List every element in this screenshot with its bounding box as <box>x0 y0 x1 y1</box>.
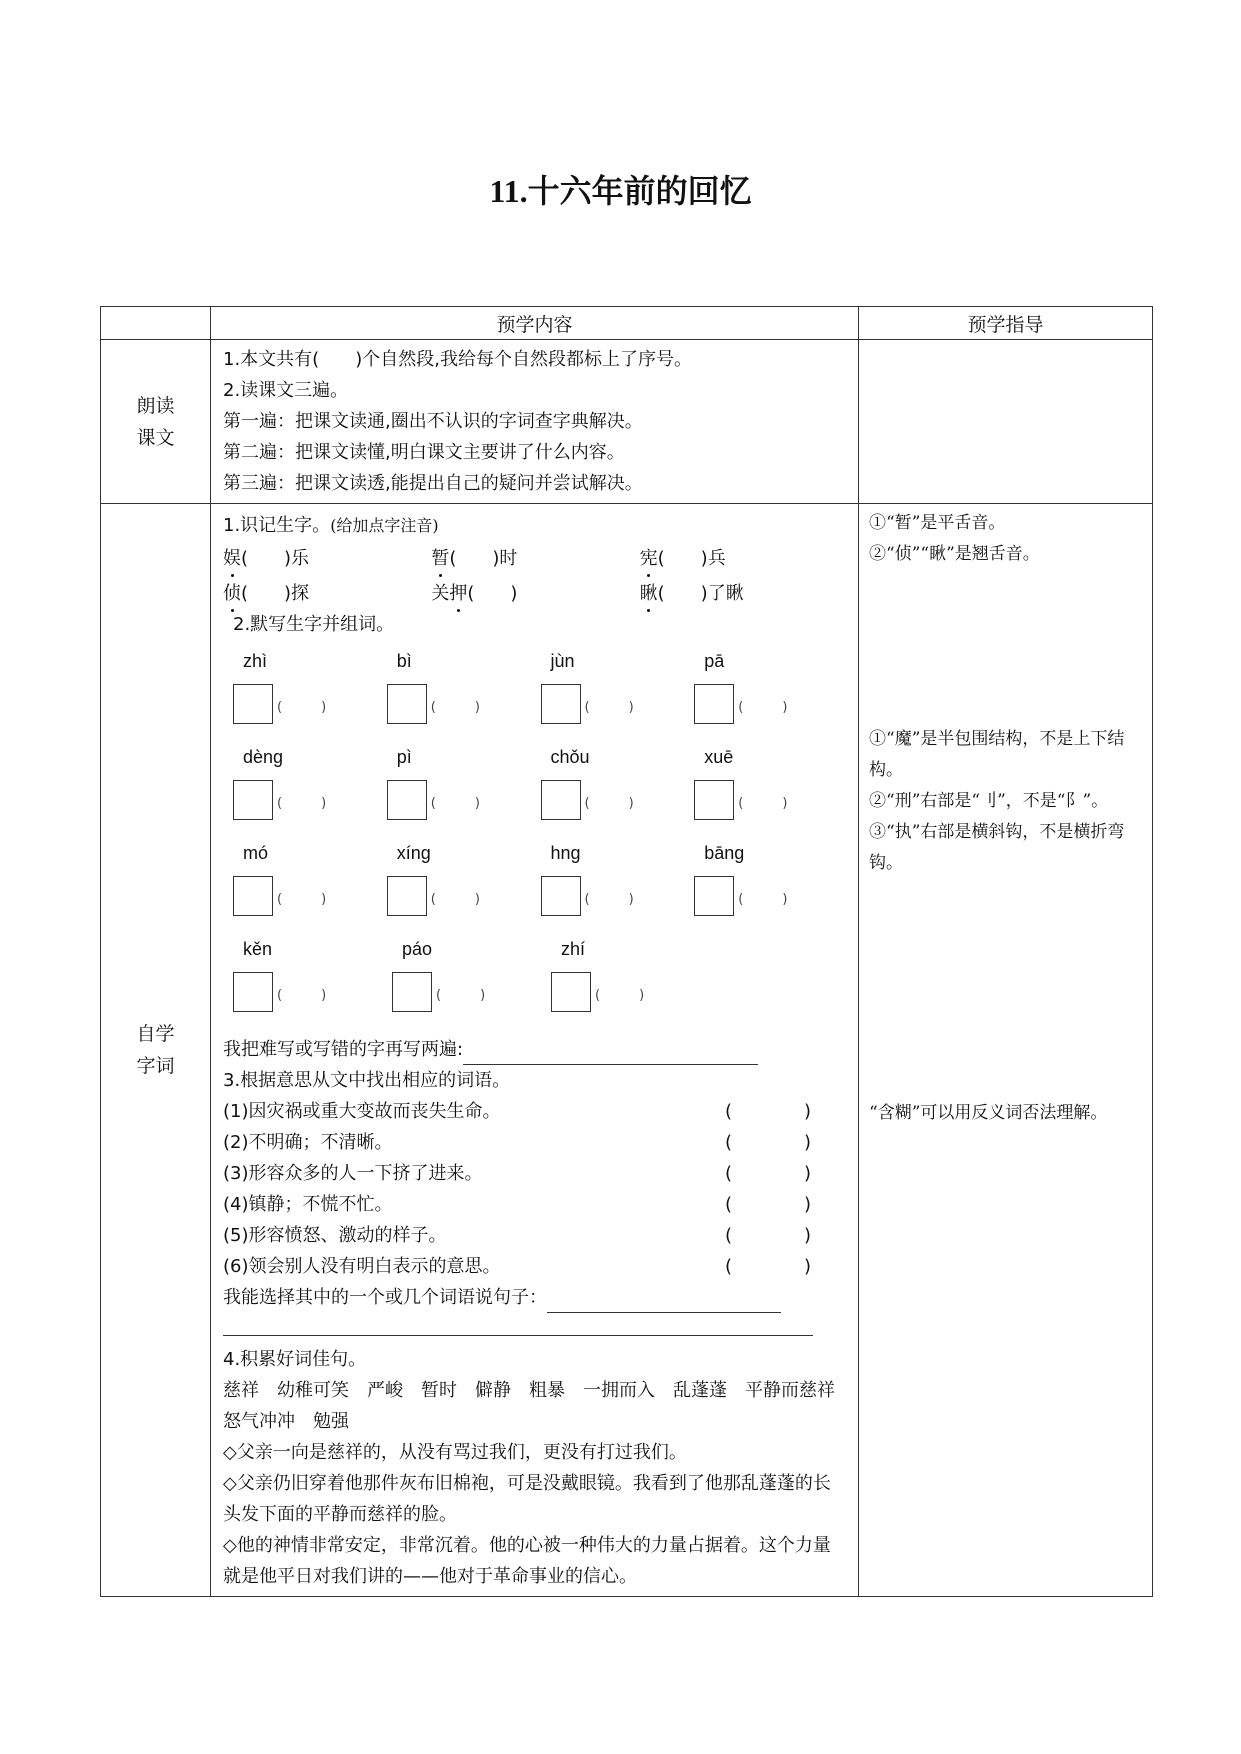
q1-item: 娱( )乐 <box>223 543 431 574</box>
pinyin-row <box>233 928 848 1024</box>
q3-item: (1)因灾祸或重大变故而丧失生命。 ( ) <box>223 1101 812 1122</box>
pinyin-cell: dèng ( ) <box>233 736 387 832</box>
answer-box[interactable] <box>233 684 273 724</box>
preview-table <box>100 306 1153 1597</box>
q1-title: 1.识记生字。(给加点字注音) <box>223 515 439 536</box>
pinyin-cell: zhí ( ) <box>551 928 710 1024</box>
rewrite-blank[interactable] <box>463 1044 758 1065</box>
pinyin-row <box>233 832 848 928</box>
reading-line: 2.读课文三遍。 <box>223 380 349 401</box>
pinyin-cell: mó ( ) <box>233 832 387 928</box>
q1-item: 侦( )探 <box>223 578 431 609</box>
q3-title: 3.根据意思从文中找出相应的词语。 <box>223 1070 511 1091</box>
q1-row <box>223 543 848 574</box>
reading-line: 第三遍：把课文读透,能提出自己的疑问并尝试解决。 <box>223 473 643 494</box>
section-reading-content <box>211 340 859 504</box>
guide-block-2: ①“魔”是半包围结构，不是上下结构。 ②“刑”右部是“刂”，不是“阝”。 ③“执”右部是横斜钩，不是横折弯钩。 <box>869 729 1125 873</box>
q1-item: 宪( )兵 <box>640 543 848 574</box>
section-vocab-content <box>211 504 859 1597</box>
section-label-vocab: 自学 字词 <box>101 504 211 1597</box>
answer-box[interactable] <box>694 684 734 724</box>
answer-box[interactable] <box>392 972 432 1012</box>
answer-box[interactable] <box>233 876 273 916</box>
guide-block-1: ①“暂”是平舌音。 ②“侦”“瞅”是翘舌音。 <box>869 513 1040 564</box>
pinyin-cell: kěn ( ) <box>233 928 392 1024</box>
sentence-blank-2[interactable] <box>223 1315 813 1336</box>
pinyin-cell: xíng ( ) <box>387 832 541 928</box>
q1-item: 关押( ) <box>431 578 639 609</box>
q3-item: (6)领会别人没有明白表示的意思。 ( ) <box>223 1256 812 1277</box>
q3-item: (3)形容众多的人一下挤了进来。 ( ) <box>223 1163 812 1184</box>
section-reading-guide <box>859 340 1153 504</box>
q3-item: (2)不明确；不清晰。 ( ) <box>223 1132 812 1153</box>
good-sentence: ◇父亲一向是慈祥的，从没有骂过我们，更没有打过我们。 <box>223 1442 687 1463</box>
reading-line: 第二遍：把课文读懂,明白课文主要讲了什么内容。 <box>223 442 625 463</box>
page-title: 11.十六年前的回忆 <box>489 172 752 210</box>
pinyin-cell: hng ( ) <box>541 832 695 928</box>
pinyin-grid <box>233 640 848 1024</box>
answer-box[interactable] <box>387 684 427 724</box>
good-sentence: ◇他的神情非常安定，非常沉着。他的心被一种伟大的力量占据着。这个力量就是他平日对我们讲的——他对于革命事业的信心。 <box>223 1535 831 1587</box>
answer-box[interactable] <box>387 780 427 820</box>
pinyin-cell: bì ( ) <box>387 640 541 736</box>
answer-box[interactable] <box>541 876 581 916</box>
pinyin-cell: pā ( ) <box>694 640 848 736</box>
q1-row <box>223 578 848 609</box>
q1-item: 暂( )时 <box>431 543 639 574</box>
answer-box[interactable] <box>694 780 734 820</box>
reading-line: 1.本文共有( )个自然段,我给每个自然段都标上了序号。 <box>223 349 692 370</box>
pinyin-cell: jùn ( ) <box>541 640 695 736</box>
answer-box[interactable] <box>541 684 581 724</box>
pinyin-cell: chǒu ( ) <box>541 736 695 832</box>
sentence-line: 我能选择其中的一个或几个词语说句子： <box>223 1282 848 1313</box>
pinyin-cell: xuē ( ) <box>694 736 848 832</box>
reading-line: 第一遍：把课文读通,圈出不认识的字词查字典解决。 <box>223 411 643 432</box>
q2-title: 2.默写生字并组词。 <box>233 614 395 635</box>
q1-item: 瞅( )了瞅 <box>640 578 848 609</box>
pinyin-row <box>233 640 848 736</box>
guide-block-3: “含糊”可以用反义词否法理解。 <box>869 1103 1108 1123</box>
pinyin-row <box>233 736 848 832</box>
header-content: 预学内容 <box>211 307 859 340</box>
answer-box[interactable] <box>233 972 273 1012</box>
pinyin-cell: páo ( ) <box>392 928 551 1024</box>
answer-box[interactable] <box>541 780 581 820</box>
pinyin-cell: pì ( ) <box>387 736 541 832</box>
rewrite-line: 我把难写或写错的字再写两遍: <box>223 1034 848 1065</box>
pinyin-cell: bāng ( ) <box>694 832 848 928</box>
answer-box[interactable] <box>551 972 591 1012</box>
q4-title: 4.积累好词佳句。 <box>223 1349 367 1370</box>
header-guide: 预学指导 <box>859 307 1153 340</box>
good-sentence: ◇父亲仍旧穿着他那件灰布旧棉袍，可是没戴眼镜。我看到了他那乱蓬蓬的长头发下面的平静而慈祥的脸。 <box>223 1473 831 1525</box>
q3-item: (4)镇静；不慌不忙。 ( ) <box>223 1194 812 1215</box>
sentence-blank[interactable] <box>547 1292 781 1313</box>
answer-box[interactable] <box>233 780 273 820</box>
answer-box[interactable] <box>387 876 427 916</box>
pinyin-cell: zhì ( ) <box>233 640 387 736</box>
answer-box[interactable] <box>694 876 734 916</box>
section-vocab-guide <box>859 504 1153 1597</box>
section-label-reading: 朗读 课文 <box>101 340 211 504</box>
header-empty <box>101 307 211 340</box>
q3-item: (5)形容愤怒、激动的样子。 ( ) <box>223 1225 812 1246</box>
good-words: 慈祥 幼稚可笑 严峻 暂时 僻静 粗暴 一拥而入 乱蓬蓬 平静而慈祥 怒气冲冲 勉强 <box>223 1380 853 1432</box>
